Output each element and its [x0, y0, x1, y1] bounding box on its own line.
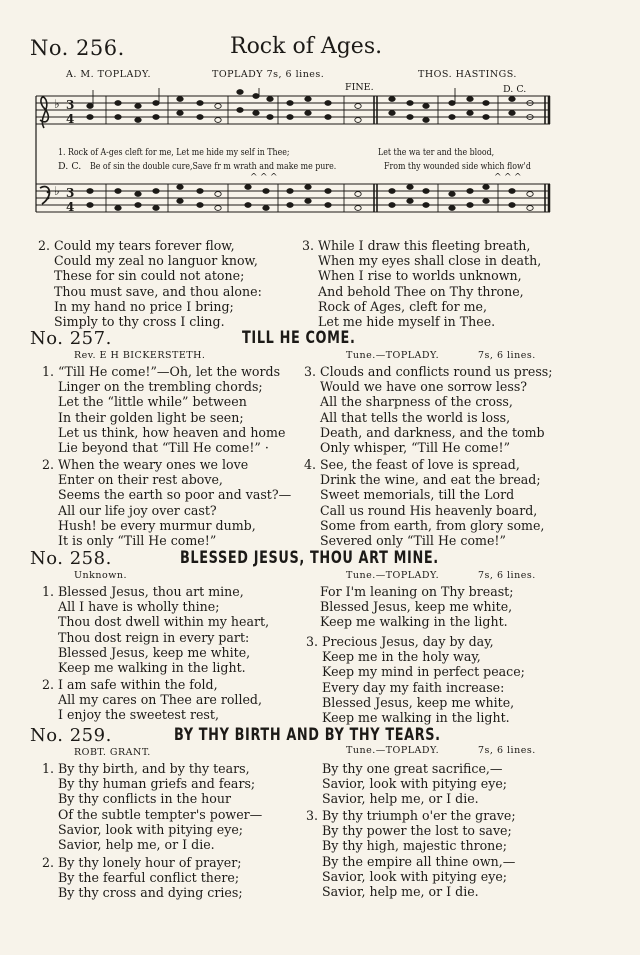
composer: THOS. HASTINGS. — [418, 69, 517, 80]
verse-line: Let us think, how heaven and home — [58, 424, 286, 440]
verse-line: 3. By thy triumph o'er the grave; — [306, 808, 516, 823]
verse-3 — [304, 364, 553, 455]
verse-2 — [38, 238, 262, 329]
hymn-title: BLESSED JESUS, THOU ART MINE. — [180, 548, 439, 567]
verse-line: Could my zeal no languor know, — [54, 253, 258, 269]
svg-text:♭: ♭ — [54, 184, 60, 198]
verse-line: I enjoy the sweetest rest, — [58, 707, 219, 723]
verse-line: Severed only “Till He come!” — [320, 533, 506, 549]
tune-info: Tune.—TOPLADY. — [346, 745, 440, 756]
verse-line: Blessed Jesus, keep me white, — [320, 599, 513, 615]
verse-line: Seems the earth so poor and vast?— — [58, 487, 292, 503]
verse-4 — [304, 457, 544, 548]
verse-line: Death, and darkness, and the tomb — [320, 424, 545, 440]
verse-2-continued — [320, 584, 513, 630]
verse-line: Savior, help me, or I die. — [322, 884, 479, 900]
verse-line: Some from earth, from glory some, — [320, 517, 545, 533]
svg-text:^: ^ — [504, 173, 512, 183]
verse-line: All the sharpness of the cross, — [320, 394, 513, 410]
svg-text:^: ^ — [494, 173, 502, 183]
verse-line: It is only “Till He come!” — [58, 533, 217, 549]
verse-line: Hush! be every murmur dumb, — [58, 517, 256, 533]
svg-text:3: 3 — [66, 98, 75, 112]
verse-line: Thou must save, and thou alone: — [54, 283, 262, 299]
hymn-number: No. 258. — [30, 548, 112, 569]
verse-line: Keep my mind in perfect peace; — [322, 664, 525, 680]
verse-line: 1. “Till He come!”—Oh, let the words — [42, 364, 281, 379]
verse-1 — [42, 761, 262, 852]
tune-info: Tune.—TOPLADY. — [346, 570, 440, 581]
verse-line: By the fearful conflict there; — [58, 870, 240, 886]
verse-line: In their golden light be seen; — [58, 409, 244, 425]
verse-line: Rock of Ages, cleft for me, — [318, 298, 488, 314]
hymn-number: No. 257. — [30, 328, 112, 349]
meter: 7s, 6 lines. — [478, 570, 536, 581]
verse-line: Sweet memorials, till the Lord — [320, 487, 515, 503]
verse-line: Keep me in the holy way, — [322, 649, 481, 665]
verse-line: By thy high, majestic throne; — [322, 838, 507, 854]
verse-line: 1. Blessed Jesus, thou art mine, — [42, 584, 244, 599]
verse-2-continued — [322, 761, 507, 807]
hymn-number: No. 259. — [30, 725, 112, 746]
verse-line: Blessed Jesus, keep me white, — [322, 694, 515, 710]
meter: 7s, 6 lines. — [478, 745, 536, 756]
tune-info: Tune.—TOPLADY. — [346, 350, 440, 361]
author: Unknown. — [74, 570, 127, 581]
verse-line: Let me hide myself in Thee. — [318, 314, 496, 330]
hymn-title: BY THY BIRTH AND BY THY TEARS. — [174, 725, 441, 744]
verse-line: And behold Thee on Thy throne, — [318, 283, 524, 299]
verse-line: Linger on the trembling chords; — [58, 379, 263, 395]
verse-line: Enter on their rest above, — [58, 472, 223, 488]
fine-mark: FINE. — [345, 82, 374, 93]
verse-line: By the empire all thine own,— — [322, 853, 516, 869]
verse-line: 2. When the weary ones we love — [42, 457, 249, 472]
svg-text:3: 3 — [66, 186, 75, 200]
verse-line: Keep me walking in the light. — [320, 614, 508, 630]
verse-line: Thou dost reign in every part: — [58, 629, 250, 645]
dc-lyric-mark: D. C. — [58, 161, 82, 172]
svg-text:4: 4 — [66, 200, 75, 214]
verse-line: Lie beyond that “Till He come!” · — [58, 440, 269, 456]
verse-line: Savior, look with pitying eye; — [58, 821, 244, 837]
verse-line: Savior, help me, or I die. — [58, 837, 215, 853]
lyric-line-1: 1. Rock of A-ges cleft for me, Let me hide my self in Thee; — [58, 147, 290, 158]
hymn-title: TILL HE COME. — [242, 328, 356, 347]
verse-2 — [42, 677, 262, 723]
lyric-line-2-end: From thy wounded side which flow'd — [384, 161, 531, 172]
verse-line: Drink the wine, and eat the bread; — [320, 472, 541, 488]
verse-line: 3. While I draw this fleeting breath, — [302, 238, 531, 253]
verse-line: By thy one great sacrifice,— — [322, 761, 503, 776]
verse-line: All our life joy over cast? — [58, 502, 217, 518]
verse-line: Of the subtle tempter's power— — [58, 806, 263, 822]
verse-line: Simply to thy cross I cling. — [54, 314, 225, 330]
verse-1 — [42, 584, 269, 675]
verse-line: 1. By thy birth, and by thy tears, — [42, 761, 250, 776]
verse-3 — [302, 238, 541, 329]
verse-line: By thy power the lost to save; — [322, 823, 512, 839]
verse-line: 2. Could my tears forever flow, — [38, 238, 235, 253]
hymn-title: Rock of Ages. — [230, 34, 383, 59]
verse-3 — [306, 634, 525, 725]
verse-line: Every day my faith increase: — [322, 679, 505, 695]
verse-line: By thy cross and dying cries; — [58, 885, 243, 901]
verse-line: When my eyes shall close in death, — [318, 253, 542, 269]
verse-2 — [42, 855, 243, 901]
verse-line: For I'm leaning on Thy breast; — [320, 584, 514, 599]
meter: 7s, 6 lines. — [478, 350, 536, 361]
verse-line: 3. Clouds and conflicts round us press; — [304, 364, 553, 379]
verse-3 — [306, 808, 516, 899]
verse-line: By thy human griefs and fears; — [58, 776, 256, 792]
author: A. M. TOPLADY. — [66, 69, 152, 80]
svg-text:^: ^ — [270, 173, 278, 183]
verse-line: 3. Precious Jesus, day by day, — [306, 634, 494, 649]
hymn-number: No. 256. — [30, 36, 125, 60]
verse-line: Savior, help me, or I die. — [322, 791, 479, 807]
author: ROBT. GRANT. — [74, 747, 151, 758]
verse-line: Thou dost dwell within my heart, — [58, 614, 270, 630]
verse-line: Let the “little while” between — [58, 394, 247, 410]
svg-text:^: ^ — [260, 173, 268, 183]
svg-text:^: ^ — [250, 173, 258, 183]
verse-line: Keep me walking in the light. — [58, 660, 246, 676]
verse-line: Savior, look with pitying eye; — [322, 776, 508, 792]
author: Rev. E H BICKERSTETH. — [74, 350, 206, 361]
verse-line: When I rise to worlds unknown, — [318, 268, 522, 284]
verse-line: These for sin could not atone; — [54, 268, 245, 284]
verse-line: Only whisper, “Till He come!” — [320, 440, 511, 456]
verse-line: All my cares on Thee are rolled, — [58, 692, 262, 708]
verse-line: 4. See, the feast of love is spread, — [304, 457, 520, 472]
verse-line: Savior, look with pitying eye; — [322, 868, 508, 884]
verse-line: In my hand no price I bring; — [54, 298, 234, 314]
svg-text:♭: ♭ — [54, 97, 60, 111]
verse-line: All that tells the world is loss, — [320, 409, 511, 425]
verse-line: By thy conflicts in the hour — [58, 791, 232, 807]
verse-line: All I have is wholly thine; — [58, 599, 220, 615]
svg-text:^: ^ — [514, 173, 522, 183]
verse-2 — [42, 457, 291, 548]
verse-line: Blessed Jesus, keep me white, — [58, 644, 251, 660]
verse-line: Would we have one sorrow less? — [320, 379, 528, 395]
lyric-line-1-end: Let the wa ter and the blood, — [378, 147, 495, 158]
svg-text:4: 4 — [66, 112, 75, 126]
dc-mark: D. C. — [503, 84, 527, 95]
verse-1 — [42, 364, 285, 455]
verse-line: 2. I am safe within the fold, — [42, 677, 218, 692]
tune-info: TOPLADY 7s, 6 lines. — [212, 69, 325, 80]
verse-line: Keep me walking in the light. — [322, 710, 510, 726]
lyric-line-2: Be of sin the double cure,Save fr m wrath and make me pure. — [90, 161, 337, 172]
verse-line: Call us round His heavenly board, — [320, 502, 538, 518]
verse-line: 2. By thy lonely hour of prayer; — [42, 855, 242, 870]
